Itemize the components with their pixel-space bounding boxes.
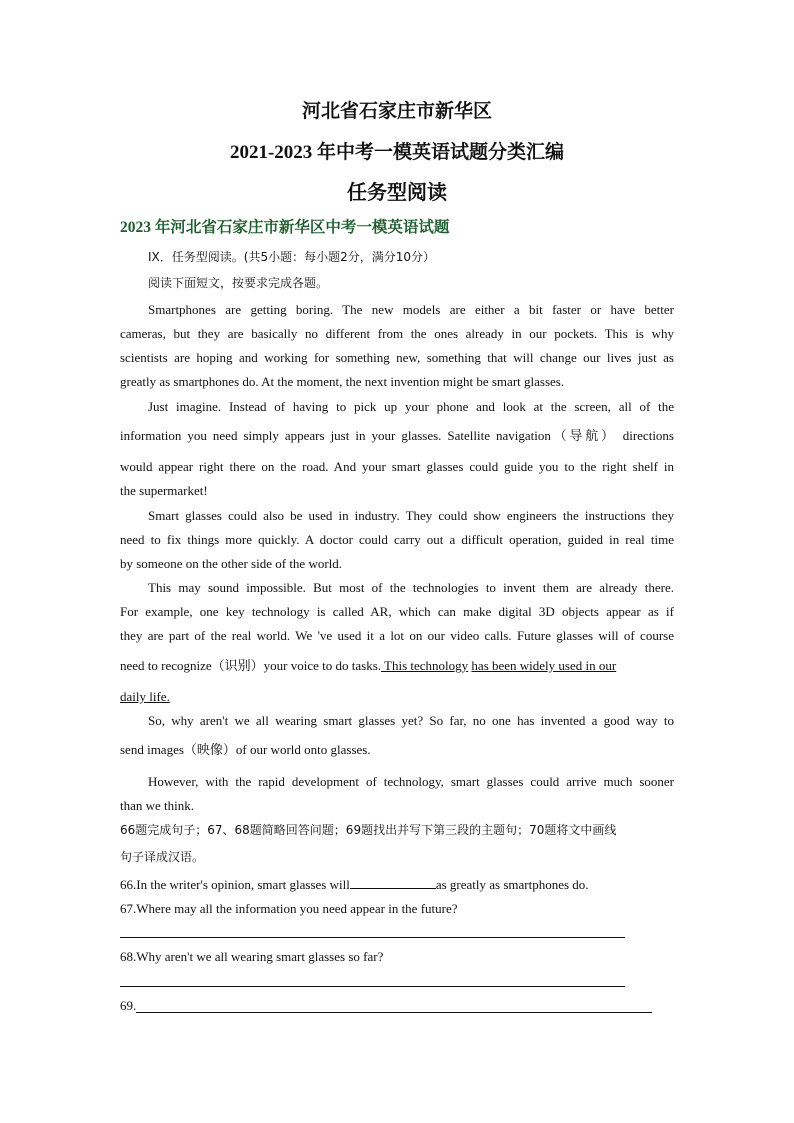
passage-p5-line1: So, why aren't we all wearing smart glasses yet? So far, no one has invented a good way to: [148, 713, 674, 728]
underlined-sentence-part1: This technology: [381, 658, 469, 673]
passage-p5-line2: send images（映像）of our world onto glasses.: [120, 742, 371, 757]
passage-p4-line2: For example, one key technology is called AR, which can make digital 3D objects appear as if: [120, 604, 674, 619]
passage-p1-line3: scientists are hoping and working for something new, something that will change our lives just as: [120, 350, 674, 365]
passage-p6-line2: than we think.: [120, 798, 195, 813]
passage-p2-line2: information you need simply appears just in your glasses. Satellite navigation（导航） directions: [120, 428, 674, 443]
underlined-sentence-part2: has been widely used in our: [471, 658, 617, 673]
passage-p4-line3: they are part of the real world. We 've used it a lot on our video calls. Future glasses will of course: [120, 628, 674, 643]
question-66-suffix: as greatly as smartphones do.: [435, 877, 589, 892]
passage-p3-line1: Smart glasses could also be used in industry. They could show engineers the instructions they: [148, 508, 674, 523]
passage-p1-line4: greatly as smartphones do. At the moment, the next invention might be smart glasses.: [120, 374, 565, 389]
answer-blank-66[interactable]: [350, 876, 436, 889]
question-67: 67.Where may all the information you need appear in the future?: [120, 901, 458, 916]
instruction-2: 阅读下面短文，按要求完成各题。: [148, 276, 329, 290]
passage-p2-line3: would appear right there on the road. And your smart glasses could guide you to the right shelf in: [120, 459, 674, 474]
title-line-1: 河北省石家庄市新华区: [301, 101, 492, 122]
passage-p4-line4-text: need to recognize（识别）your voice to do tasks.: [120, 658, 382, 673]
passage-p2-line4: the supermarket!: [120, 483, 208, 498]
passage-p2-line1: Just imagine. Instead of having to pick up your phone and look at the screen, all of the: [148, 399, 674, 414]
question-66: [120, 876, 674, 894]
passage-p4-line4: [120, 657, 674, 675]
task-note-line1: 66题完成句子；67、68题简略回答问题；69题找出并写下第三段的主题句；70题将文中画线: [120, 823, 617, 837]
question-69: 69.: [120, 998, 137, 1013]
passage-p1-line2: cameras, but they are basically no different from the ones already in our pockets. This is why: [120, 326, 674, 341]
passage-p3-line2: need to fix things more quickly. A doctor could carry out a difficult operation, guided in real time: [120, 532, 674, 547]
section-heading: 2023 年河北省石家庄市新华区中考一模英语试题: [120, 219, 450, 236]
title-line-2: 2021-2023 年中考一模英语试题分类汇编: [229, 142, 565, 163]
answer-line-67[interactable]: [120, 937, 625, 938]
underlined-sentence-part3: daily life.: [120, 689, 170, 704]
answer-line-68[interactable]: [120, 986, 625, 987]
question-66-prefix: 66.In the writer's opinion, smart glasses will: [120, 877, 350, 892]
answer-line-69[interactable]: [136, 1012, 652, 1013]
task-note-line2: 句子译成汉语。: [120, 850, 205, 864]
passage-p4-line1: This may sound impossible. But most of the technologies to invent them are already there.: [148, 580, 674, 595]
passage-p6-line1: However, with the rapid development of technology, smart glasses could arrive much sooner: [148, 774, 674, 789]
passage-p1-line1: Smartphones are getting boring. The new models are either a bit faster or have better: [148, 302, 674, 317]
passage-p3-line3: by someone on the other side of the world.: [120, 556, 343, 571]
instruction-1: IX．任务型阅读。(共5小题：每小题2分，满分10分）: [148, 250, 435, 264]
question-68: 68.Why aren't we all wearing smart glasses so far?: [120, 949, 384, 964]
title-line-3: 任务型阅读: [347, 182, 447, 204]
